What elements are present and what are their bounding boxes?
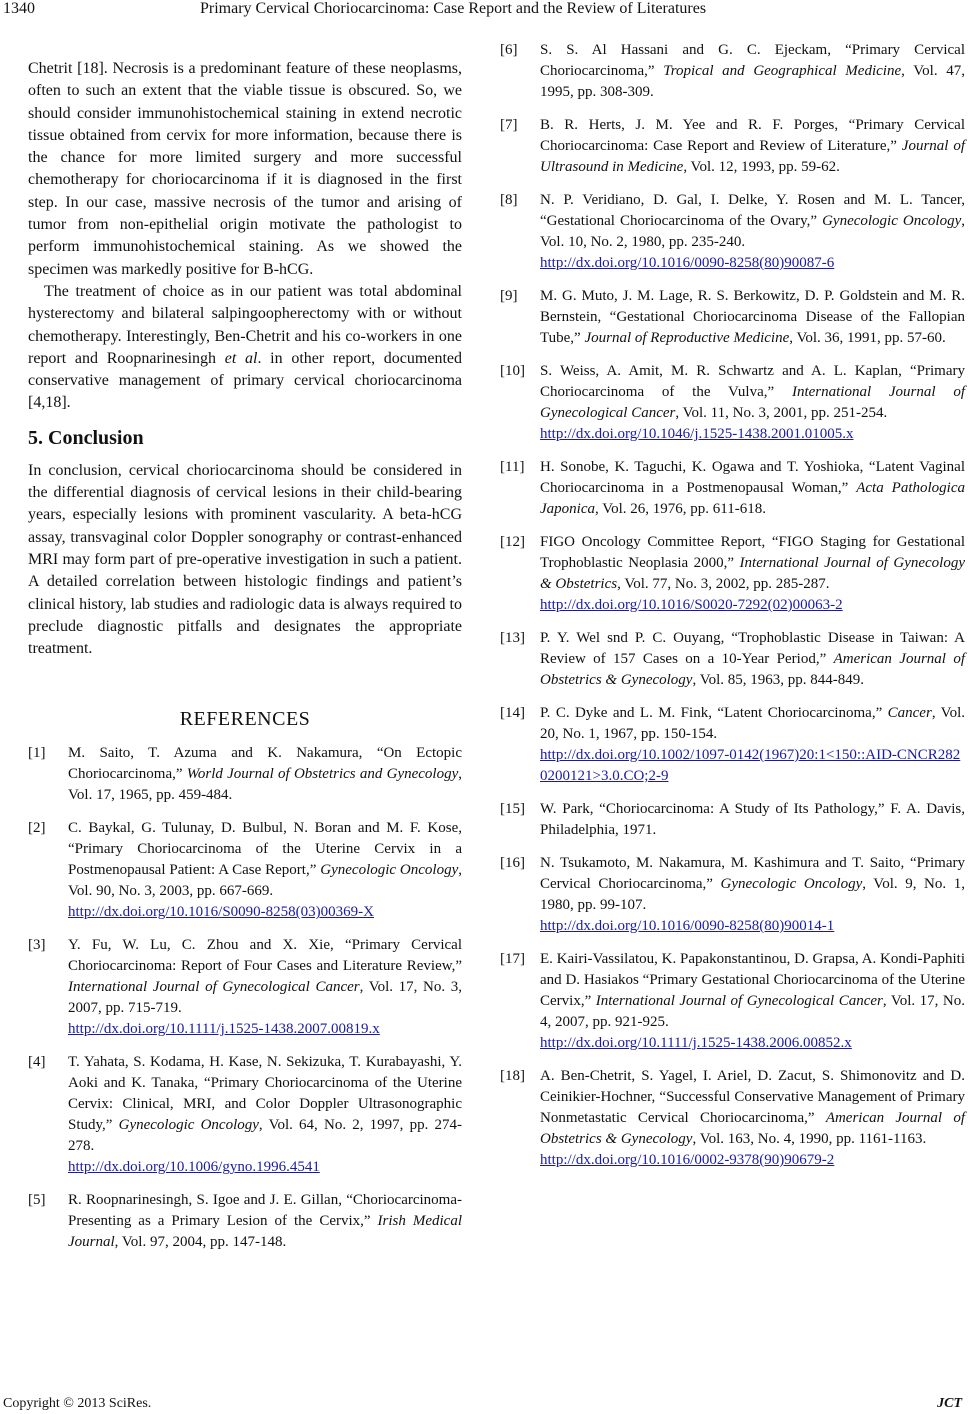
reference-journal: American Journal of Obstetrics & Gynecology [540, 1110, 966, 1147]
reference-details: , Vol. 26, 1976, pp. 611-618. [594, 501, 766, 517]
reference-authors-title: S. Weiss, A. Amit, M. R. Schwartz and A. L. Kaplan, “Primary Choriocarcinoma of the Vulva,” [540, 363, 965, 400]
reference-authors-title: Y. Fu, W. Lu, C. Zhou and X. Xie, “Primary Cervical Choriocarcinoma: Report of Four Cases and Literature Review,” [68, 937, 462, 975]
doi-link[interactable]: http://dx.doi.org/10.1016/0002-9378(90)90679-2 [540, 1152, 835, 1168]
reference-authors-title: A. Ben-Chetrit, S. Yagel, I. Ariel, D. Zacut, S. Shimonovitz and D. Ceinikier-Hochner, “Successful Conservative Management of Primary Nonmetastatic Cervical Choriocarcinoma,” [540, 1068, 965, 1126]
doi-link[interactable]: http://dx.doi.org/10.1111/j.1525-1438.2007.00819.x [68, 1021, 380, 1038]
page-header [0, 0, 968, 22]
reference-text [68, 1190, 462, 1253]
reference-details: , Vol. 36, 1991, pp. 57-60. [789, 330, 946, 346]
reference-number: [13] [500, 630, 525, 646]
paragraph: In conclusion, cervical choriocarcinoma should be considered in the differential diagnosis of cervical lesions in their child-bearing years, especially lesions with prominent vascularity. A beta-hCG assay, transvaginal color Doppler sonography or contrast-enhanced MRI may form part of pre-operative investigation in such a patient. A detailed correlation between histologic findings and patient’s clinical history, lab studies and radiologic data is always required to preclude diagnostic pitfalls and designates the appropriate treatment. [28, 461, 462, 658]
reference-text [540, 40, 965, 103]
reference-authors-title: M. G. Muto, J. M. Lage, R. S. Berkowitz, D. P. Goldstein and M. R. Bernstein, “Gestational Choriocarcinoma Disease of the Fallopian Tube,” [540, 288, 965, 346]
reference-text [540, 799, 965, 841]
reference-authors-title: C. Baykal, G. Tulunay, D. Bulbul, N. Boran and M. F. Kose, “Primary Choriocarcinoma of the Uterine Cervix in a Postmenopausal Patient: A Case Report,” [68, 820, 462, 879]
reference-number: [15] [500, 801, 525, 817]
doi-link[interactable]: http://dx.doi.org/10.1016/0090-8258(80)90087-6 [540, 255, 835, 271]
page-number: 1340 [3, 0, 35, 17]
reference-text [540, 115, 965, 178]
reference-text [68, 743, 462, 806]
reference-journal: Gynecologic Oncology [118, 1117, 259, 1134]
reference-item [500, 457, 965, 520]
reference-item [500, 1066, 965, 1171]
reference-authors-title: P. Y. Wel snd P. C. Ouyang, “Trophoblastic Disease in Taiwan: A Review of 157 Cases on a 10-Year Period,” [540, 630, 965, 667]
reference-details: , Vol. 97, 2004, pp. 147-148. [114, 1234, 287, 1251]
reference-details: , Vol. 10, No. 2, 1980, pp. 235-240. [540, 213, 965, 250]
reference-text [540, 532, 965, 616]
text: . in other report, documented conservative management of primary cervical choriocarcinoma [4,18]. [28, 349, 462, 412]
reference-text [68, 935, 462, 1040]
reference-authors-title: S. S. Al Hassani and G. C. Ejeckam, “Primary Cervical Choriocarcinoma,” [540, 42, 965, 79]
reference-number: [11] [500, 459, 525, 475]
reference-details: , Vol. 11, No. 3, 2001, pp. 251-254. [675, 405, 888, 421]
reference-details: , Vol. 9, No. 1, 1980, pp. 99-107. [540, 876, 965, 913]
reference-authors-title: P. C. Dyke and L. M. Fink, “Latent Choriocarcinoma,” [540, 705, 888, 721]
reference-authors-title: M. Saito, T. Azuma and K. Nakamura, “On Ectopic Choriocarcinoma,” [68, 745, 462, 783]
reference-details: , Vol. 12, 1993, pp. 59-62. [683, 159, 840, 175]
reference-text [540, 190, 965, 274]
text-italic: et al [224, 349, 258, 367]
reference-item [28, 743, 462, 806]
reference-journal: International Journal of Gynecology & Obstetrics [540, 555, 966, 592]
doi-link[interactable]: http://dx.doi.org/10.1111/j.1525-1438.2006.00852.x [540, 1035, 852, 1051]
reference-journal: Irish Medical Journal [68, 1213, 462, 1251]
section-heading: 5. Conclusion [28, 426, 144, 449]
reference-journal: Cancer [887, 705, 932, 721]
reference-details: , Vol. 17, No. 3, 2007, pp. 715-719. [68, 979, 462, 1017]
reference-number: [18] [500, 1068, 525, 1084]
reference-details: , Vol. 47, 1995, pp. 308-309. [540, 63, 965, 100]
reference-text [540, 457, 965, 520]
left-column [28, 58, 462, 1265]
doi-link[interactable]: http://dx.doi.org/10.1046/j.1525-1438.2001.01005.x [540, 426, 854, 442]
reference-details: , Vol. 17, 1965, pp. 459-484. [68, 766, 462, 804]
reference-text [68, 818, 462, 923]
doi-link[interactable]: http://dx.doi.org/10.1002/1097-0142(1967)20:1<150::AID-CNCR2820200121>3.0.CO;2-9 [540, 747, 961, 784]
reference-authors-title: H. Sonobe, K. Taguchi, K. Ogawa and T. Yoshioka, “Latent Vaginal Choriocarcinoma in a Postmenopausal Woman,” [540, 459, 965, 496]
reference-authors-title: N. Tsukamoto, M. Nakamura, M. Kashimura and T. Saito, “Primary Cervical Choriocarcinoma,” [540, 855, 965, 892]
reference-number: [5] [28, 1192, 46, 1209]
reference-number: [6] [500, 42, 518, 58]
reference-authors-title: E. Kairi-Vassilatou, K. Papakonstantinou, D. Grapsa, A. Kondi-Paphiti and D. Hasiakos “Primary Gestational Choriocarcinoma of the Uterine Cervix,” [540, 951, 965, 1009]
reference-item [500, 286, 965, 349]
reference-authors-title: N. P. Veridiano, D. Gal, I. Delke, Y. Rosen and M. L. Tancer, “Gestational Choriocarcinoma of the Ovary,” [540, 192, 965, 229]
reference-journal: Tropical and Geographical Medicine [663, 63, 902, 79]
reference-authors-title: B. R. Herts, J. M. Yee and R. F. Porges, “Primary Cervical Choriocarcinoma: Case Report and Review of Literature,” [540, 117, 965, 154]
reference-text [540, 628, 965, 691]
reference-item [28, 818, 462, 923]
reference-number: [1] [28, 745, 46, 762]
reference-number: [14] [500, 705, 525, 721]
reference-journal: American Journal of Obstetrics & Gynecology [540, 651, 965, 688]
reference-item [500, 703, 965, 787]
reference-number: [9] [500, 288, 518, 304]
reference-item [500, 115, 965, 178]
journal-abbrev: JCT [937, 1396, 962, 1411]
reference-journal: Gynecologic Oncology [720, 876, 863, 892]
reference-number: [8] [500, 192, 518, 208]
reference-text [540, 703, 965, 787]
reference-details: , Vol. 64, No. 2, 1997, pp. 274-278. [68, 1117, 462, 1155]
doi-link[interactable]: http://dx.doi.org/10.1006/gyno.1996.4541 [68, 1159, 320, 1176]
references-heading: REFERENCES [179, 708, 311, 731]
reference-details: , Vol. 90, No. 3, 2003, pp. 667-669. [68, 862, 463, 900]
reference-text [540, 286, 965, 349]
doi-link[interactable]: http://dx.doi.org/10.1016/S0020-7292(02)00063-2 [540, 597, 843, 613]
reference-number: [3] [28, 937, 46, 954]
reference-journal: International Journal of Gynecological Cancer [68, 979, 360, 996]
reference-authors-title: FIGO Oncology Committee Report, “FIGO Staging for Gestational Trophoblastic Neoplasia 2000,” [540, 534, 965, 571]
reference-number: [10] [500, 363, 525, 379]
reference-item [500, 628, 965, 691]
right-column [500, 40, 965, 1183]
reference-number: [7] [500, 117, 518, 133]
reference-item [500, 799, 965, 841]
reference-journal: Journal of Reproductive Medicine [584, 330, 790, 346]
reference-authors-title: T. Yahata, S. Kodama, H. Kase, N. Sekizuka, T. Kurabayashi, Y. Aoki and K. Tanaka, “Primary Choriocarcinoma of the Uterine Cervix: Clinical, MRI, and Color Doppler Ultrasonographic Study,” [68, 1054, 462, 1134]
reference-item [500, 949, 965, 1054]
reference-journal: Journal of Ultrasound in Medicine [540, 138, 965, 175]
paragraph [28, 281, 462, 415]
reference-list [500, 40, 965, 1171]
reference-journal: International Journal of Gynecological Cancer [595, 993, 883, 1009]
reference-details: , Vol. 163, No. 4, 1990, pp. 1161-1163. [692, 1131, 927, 1147]
text: The treatment of choice as in our patient was total abdominal hysterectomy and bilateral salpingoopherectomy with or without chemotherapy. Interestingly, Ben-Chetrit and his co-workers in one report and Roopnarinesingh [28, 282, 462, 367]
reference-number: [16] [500, 855, 525, 871]
reference-details: , Vol. 17, No. 4, 2007, pp. 921-925. [540, 993, 965, 1030]
reference-authors-title: W. Park, “Choriocarcinoma: A Study of Its Pathology,” F. A. Davis, Philadelphia, 1971. [540, 801, 965, 838]
reference-number: [17] [500, 951, 525, 967]
reference-details: , Vol. 20, No. 1, 1967, pp. 150-154. [540, 705, 966, 742]
reference-number: [2] [28, 820, 46, 837]
reference-item [500, 40, 965, 103]
reference-item [500, 532, 965, 616]
reference-item [28, 935, 462, 1040]
running-title: Primary Cervical Choriocarcinoma: Case Report and the Review of Literatures [200, 0, 707, 17]
reference-journal: International Journal of Gynecological Cancer [540, 384, 965, 421]
reference-item [500, 361, 965, 445]
reference-item [28, 1052, 462, 1178]
reference-authors-title: R. Roopnarinesingh, S. Igoe and J. E. Gillan, “Choriocarcinoma-Presenting as a Primary Lesion of the Cervix,” [68, 1192, 462, 1230]
reference-text [68, 1052, 462, 1178]
reference-item [28, 1190, 462, 1253]
reference-journal: Gynecologic Oncology [822, 213, 962, 229]
reference-details: , Vol. 77, No. 3, 2002, pp. 285-287. [617, 576, 830, 592]
reference-journal: Gynecologic Oncology [320, 862, 459, 879]
reference-number: [12] [500, 534, 525, 550]
reference-text [540, 853, 965, 937]
reference-journal: Acta Pathologica Japonica [540, 480, 965, 517]
copyright: Copyright © 2013 SciRes. [3, 1396, 152, 1411]
reference-details: , Vol. 85, 1963, pp. 844-849. [692, 672, 865, 688]
reference-item [500, 853, 965, 937]
reference-list [28, 743, 462, 1253]
reference-text [540, 1066, 965, 1171]
doi-link[interactable]: http://dx.doi.org/10.1016/S0090-8258(03)00369-X [68, 904, 374, 921]
reference-item [500, 190, 965, 274]
reference-number: [4] [28, 1054, 46, 1071]
paragraph: Chetrit [18]. Necrosis is a predominant feature of these neoplasms, often to such an extent that the viable tissue is obscured. So, we should consider immunohistochemical staining in extend necrotic tissue obtained from cervix for more information, because there is the chance for more limited surgery and more successful chemotherapy for choriocarcinoma if it is diagnosed in the first step. In our case, massive necrosis of the tumor and arising of tumor from non-epithelial origin motivate the pathologist to perform immunohistochemical staining. As we showed the specimen was markedly positive for B-hCG. [28, 60, 462, 278]
doi-link[interactable]: http://dx.doi.org/10.1016/0090-8258(80)90014-1 [540, 918, 835, 934]
reference-text [540, 361, 965, 445]
reference-journal: World Journal of Obstetrics and Gynecology [186, 766, 459, 783]
reference-text [540, 949, 965, 1054]
